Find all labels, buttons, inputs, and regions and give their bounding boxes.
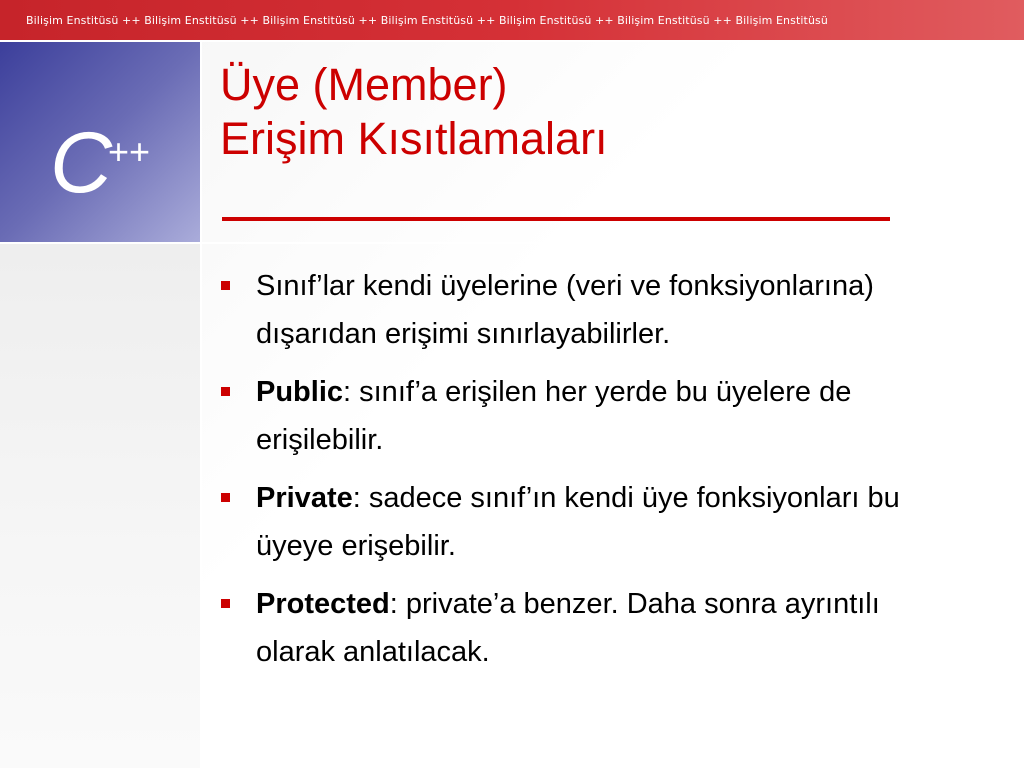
square-bullet-icon: [221, 387, 230, 396]
banner-text: Bilişim Enstitüsü ++ Bilişim Enstitüsü ++ Bilişim Enstitüsü ++ Bilişim Enstitüsü ++ Bilişim Enstitüsü ++ Bilişim Enstitüsü ++ Bilişim Enstitüsü: [26, 13, 828, 27]
square-bullet-icon: [221, 281, 230, 290]
logo-letter: C: [50, 115, 113, 211]
left-side-panel: [0, 244, 200, 768]
bullet-keyword: Protected: [256, 588, 390, 620]
bullet-list: [216, 262, 906, 686]
bullet-keyword: Private: [256, 482, 353, 514]
cpp-logo: [0, 42, 200, 242]
bullet-item: [216, 580, 906, 676]
bullet-text: : sadece sınıf’ın kendi üye fonksiyonları bu üyeye erişebilir.: [256, 482, 900, 562]
horizontal-divider: [0, 242, 1024, 244]
bullet-text: : sınıf’a erişilen her yerde bu üyelere de erişilebilir.: [256, 376, 852, 456]
title-line-2: Erişim Kısıtlamaları: [220, 113, 608, 164]
bullet-item: [216, 474, 906, 570]
slide-title: [220, 58, 940, 166]
vertical-divider: [200, 42, 202, 768]
title-underline: [222, 217, 890, 221]
bullet-keyword: Public: [256, 376, 344, 408]
title-line-1: Üye (Member): [220, 59, 508, 110]
header-banner: [0, 0, 1024, 40]
bullet-item: [216, 368, 906, 464]
bullet-text: Sınıf’lar kendi üyelerine (veri ve fonksiyonlarına) dışarıdan erişimi sınırlayabilirler.: [256, 270, 874, 350]
bullet-text: : private’a benzer. Daha sonra ayrıntılı olarak anlatılacak.: [256, 588, 880, 668]
square-bullet-icon: [221, 599, 230, 608]
square-bullet-icon: [221, 493, 230, 502]
logo-superscript: ++: [108, 131, 151, 172]
bullet-item: [216, 262, 906, 358]
